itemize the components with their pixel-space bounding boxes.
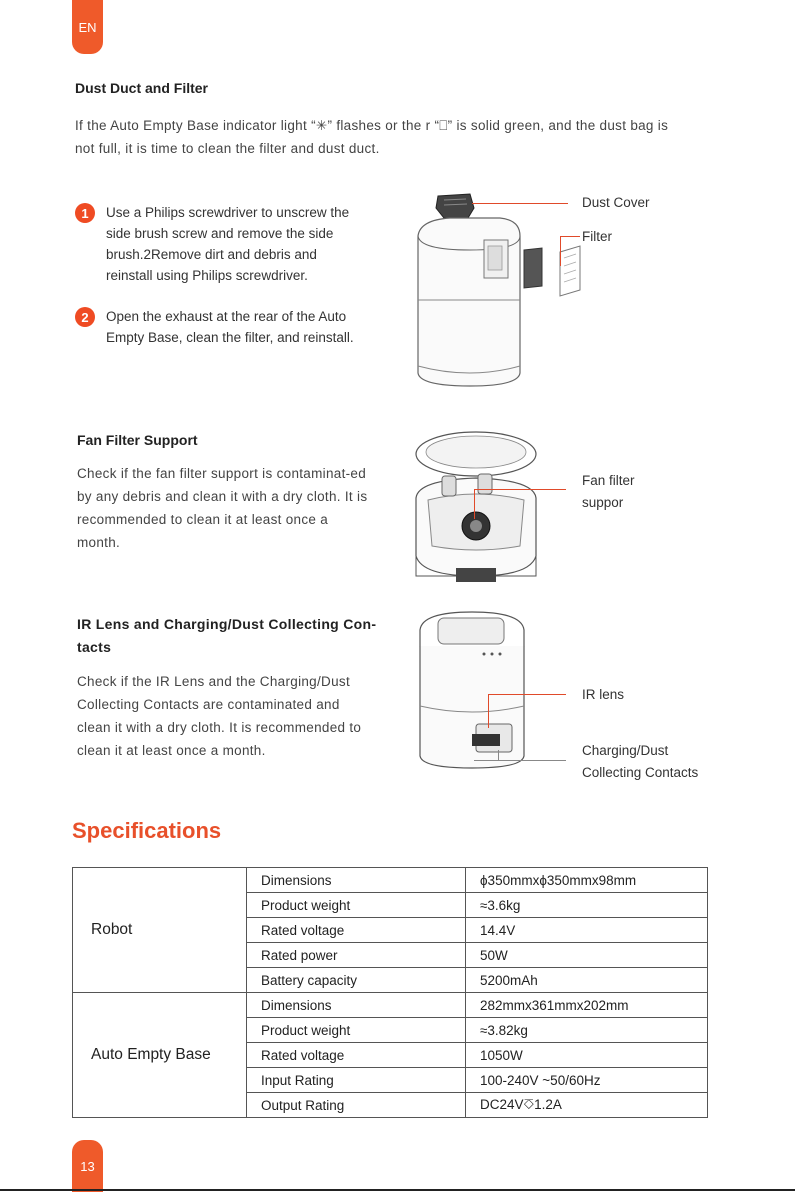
table-row [73,993,708,1018]
spec-label: Dimensions [247,993,466,1018]
callout-line-fan-filter [474,489,566,490]
ir-lens-heading-line-2: tacts [77,639,112,655]
dust-cover-filter-illustration [410,188,610,393]
callout-line-fan-filter-drop [474,489,475,519]
spec-label: Product weight [247,1018,466,1043]
spec-group-auto-empty-base: Auto Empty Base [73,993,247,1118]
spec-label: Rated voltage [247,918,466,943]
dust-duct-intro [75,114,725,160]
spec-value: DC24V⎏1.2A [466,1093,708,1118]
callout-contacts-line-1: Charging/Dust [582,743,669,758]
table-row [73,868,708,893]
fan-filter-heading: Fan Filter Support [77,432,198,448]
callout-dust-cover: Dust Cover [582,195,650,210]
spec-group-robot: Robot [73,868,247,993]
specifications-title: Specifications [72,818,222,843]
spec-value: ≈3.82kg [466,1018,708,1043]
callout-contacts-line-2: Collecting Contacts [582,765,699,780]
spec-value: 50W [466,943,708,968]
step-1 [75,202,375,286]
step-number-badge: 1 [75,203,95,223]
spec-value: 100-240V ~50/60Hz [466,1068,708,1093]
spec-value: 14.4V [466,918,708,943]
spec-label: Product weight [247,893,466,918]
spec-label: Battery capacity [247,968,466,993]
spec-value: ≈3.6kg [466,893,708,918]
callout-line-contacts-drop [498,750,499,760]
intro-line-1: If the Auto Empty Base indicator light “✳” flashes or the r “⎕” is solid green, and the dust bag is [75,118,669,133]
spec-value: 5200mAh [466,968,708,993]
page-number-tab [72,1140,103,1192]
step-2 [75,306,375,348]
language-label: EN [78,19,97,35]
ir-lens-text: Check if the IR Lens and the Charging/Dust Collecting Contacts are contaminated and clean it with a dry cloth. It is recommended to clean it at least once a month. [77,674,362,758]
language-tab [72,0,103,54]
spec-value: ϕ350mmxϕ350mmx98mm [466,868,708,893]
callout-line-filter-drop [560,236,561,266]
callout-line-dust-cover [472,203,568,204]
spec-value: 282mmx361mmx202mm [466,993,708,1018]
spec-label: Rated voltage [247,1043,466,1068]
callout-line-contacts [474,760,566,761]
callout-line-filter [560,236,580,237]
callout-contacts [582,740,698,784]
fan-filter-text: Check if the fan filter support is contaminat-ed by any debris and clean it with a dry cloth. It is recommended to clean it at least once a month. [77,466,368,550]
callout-fan-filter-line-2: suppor [582,495,624,510]
step-text: Use a Philips screwdriver to unscrew the side brush screw and remove the side brush.2Remove dirt and debris and reinstall using Philips screwdriver. [106,205,350,283]
callout-ir-lens: IR lens [582,687,625,702]
callout-fan-filter-line-1: Fan filter [582,473,635,488]
ir-lens-heading [77,613,377,659]
step-text: Open the exhaust at the rear of the Auto Empty Base, clean the filter, and reinstall. [106,309,354,345]
callout-fan-filter [582,470,635,514]
spec-label: Output Rating [247,1093,466,1118]
ir-lens-illustration [414,606,532,770]
callout-filter: Filter [582,229,612,244]
specifications-table [72,867,708,1118]
spec-label: Rated power [247,943,466,968]
page-number: 13 [80,1158,95,1174]
footer-divider [0,1189,795,1191]
spec-value: 1050W [466,1043,708,1068]
spec-label: Dimensions [247,868,466,893]
step-number-badge: 2 [75,307,95,327]
spec-label: Input Rating [247,1068,466,1093]
dust-duct-heading: Dust Duct and Filter [75,80,209,96]
fan-filter-illustration [412,428,542,588]
intro-line-2: not full, it is time to clean the filter and dust duct. [75,141,380,156]
ir-lens-heading-line-1: IR Lens and Charging/Dust Collecting Con- [77,616,377,632]
callout-line-ir-lens [488,694,566,695]
callout-line-ir-lens-drop [488,694,489,728]
